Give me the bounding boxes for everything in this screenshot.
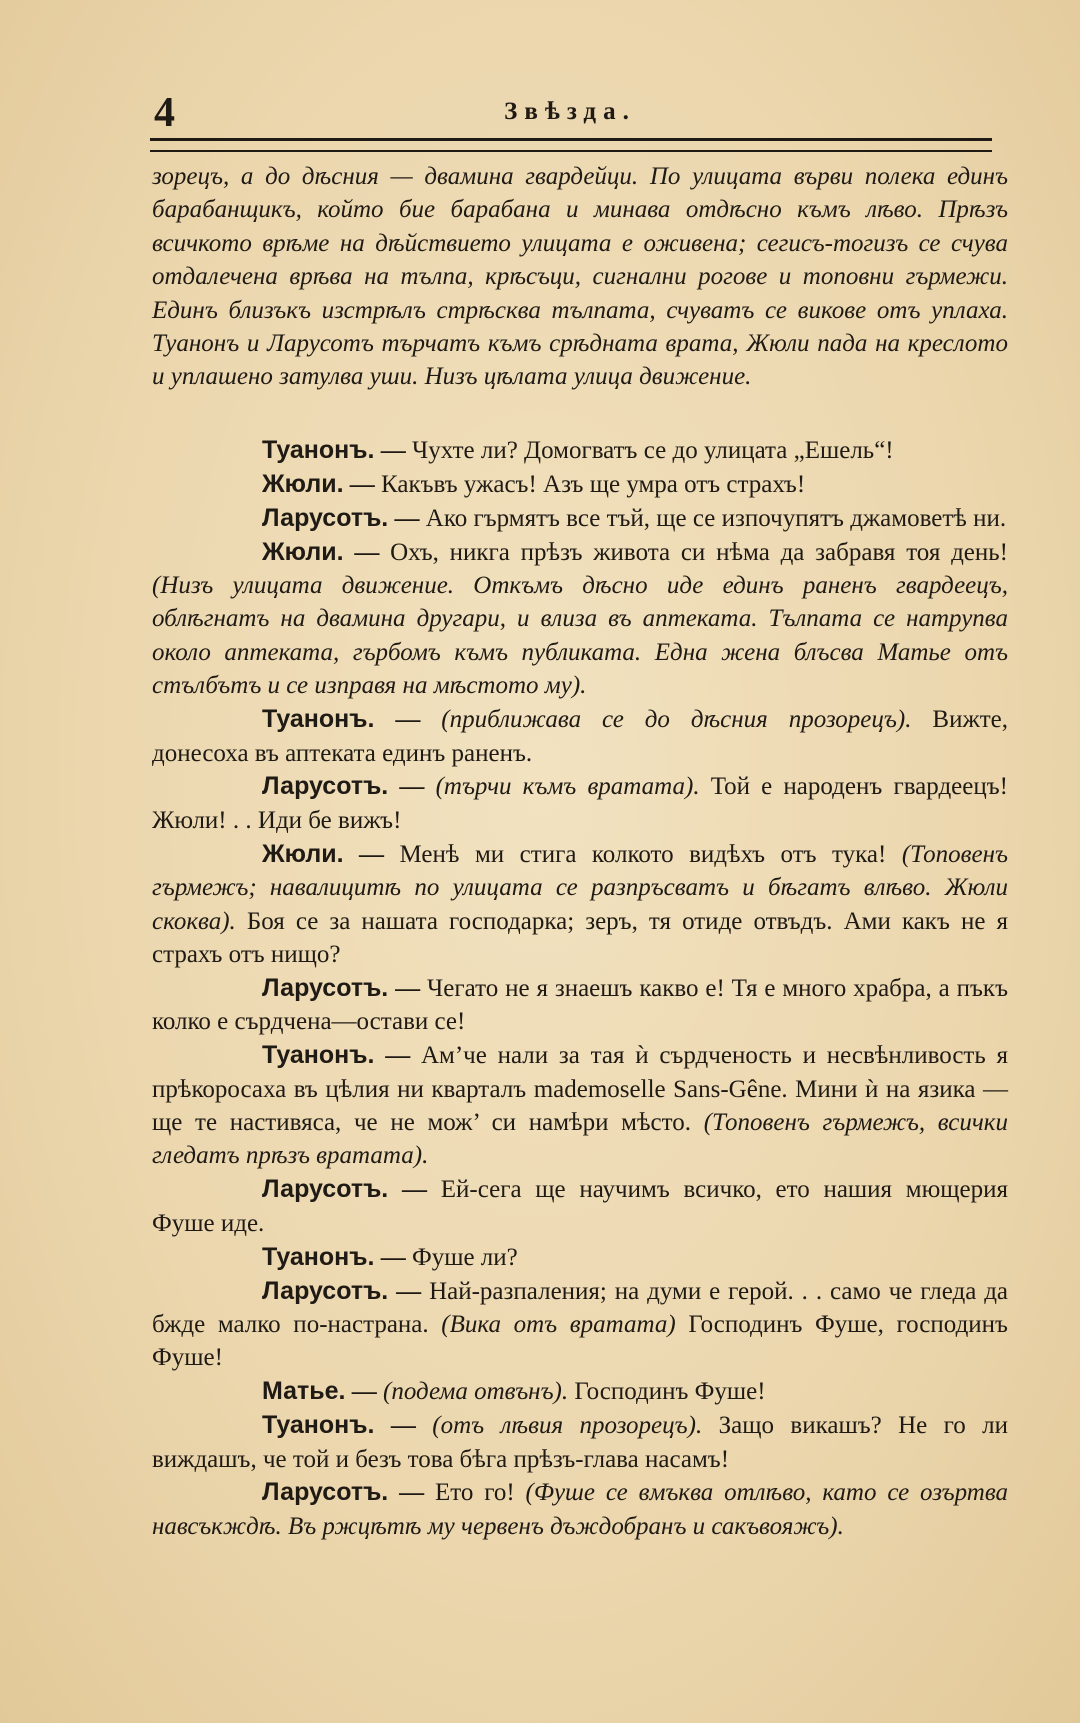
- speech-dash: —: [349, 470, 375, 498]
- dialogue-line: [152, 502, 1008, 535]
- speaker-name: Туанонъ.: [262, 1242, 375, 1271]
- speech-text: Охъ, никга прѣзъ живота си нѣма да забравя тоя день!: [390, 538, 1009, 566]
- speaker-name: Туанонъ.: [262, 1041, 375, 1070]
- speech-text: Чухте ли? Домогватъ се до улицата „Ешель“!: [411, 436, 894, 464]
- speaker-name: Туанонъ.: [262, 1411, 375, 1440]
- speaker-name: Жюли.: [262, 839, 344, 868]
- stage-direction-inline: (отъ лѣвия прозорецъ).: [432, 1412, 703, 1440]
- dialogue-line: [152, 536, 1008, 703]
- speech-dash: —: [394, 504, 420, 532]
- speech-dash: —: [380, 1243, 406, 1271]
- dialogue-line: [152, 1476, 1008, 1543]
- speech-dash: —: [399, 773, 425, 801]
- speech-text: Най-разпаления; на думи е герой. . . само че гледа да бжде малко по-настрана.: [152, 1277, 1009, 1338]
- dialogue-line: [152, 1409, 1008, 1476]
- speech-text: Чегато не я знаешъ какво е! Тя е много храбра, а пъкъ колко е сърдчена—остави се!: [152, 974, 1008, 1036]
- speech-dash: —: [399, 1479, 425, 1507]
- page-header: [150, 88, 990, 144]
- stage-direction-inline: (Топовенъ гърмежъ; навалицитѣ по улицата се разпръсватъ и бѣгатъ влѣво. Жюли скоква).: [152, 840, 1009, 935]
- speech-text: Менѣ ми стига колкото видѣхъ отъ тука!: [399, 840, 887, 868]
- stage-direction-inline: (подема отвънъ).: [383, 1378, 569, 1406]
- dialogue-line: [152, 1275, 1008, 1375]
- speech-text: Ако гърмятъ все тъй, ще се изпочупятъ джамоветѣ ни.: [425, 504, 1007, 532]
- speaker-name: Ларусотъ.: [262, 1478, 389, 1507]
- dialogue-line: [152, 1241, 1008, 1274]
- dialogue-line: [152, 468, 1008, 501]
- stage-direction-inline: (Фуше се вмъква отлѣво, като се озъртва навсъкждѣ. Въ ржцѣтѣ му червенъ дъждобранъ и сакъвояжъ).: [152, 1479, 1009, 1540]
- speaker-name: Ларусотъ.: [262, 973, 389, 1002]
- stage-direction-inline: (Вика отъ вратата): [441, 1310, 676, 1338]
- stage-direction-inline: (Топовенъ гърмежъ, всички гледатъ прѣзъ вратата).: [152, 1108, 1008, 1170]
- speaker-name: Туанонъ.: [262, 705, 375, 734]
- speech-dash: —: [395, 974, 421, 1002]
- stage-direction-inline: (търчи къмъ вратата).: [435, 773, 700, 801]
- speech-text: Ам’че нали за тая ѝ сърдченость и несвѣнливость я прѣкоросаха въ цѣлия ни кварталъ mademoselle Sans-Gêne. Мини ѝ на язика — ще те настивяса, че не мож’ си намѣри мѣсто.: [152, 1042, 1009, 1136]
- speech-dash: —: [390, 1412, 416, 1440]
- speech-dash: —: [402, 1176, 427, 1204]
- speech-text: Вижте, донесоха въ аптеката единъ раненъ.: [152, 706, 1008, 767]
- opening-stage-direction: зорецъ, а до дѣсния — двамина гвардейци. По улицата върви полека единъ барабанщикъ, който бие барабана и минава отдѣсно къмъ лѣво. Прѣзъ всичкото врѣме на дѣйствието улицата е оживена; сегисъ-тогизъ се счува отдалечена врѣва на тълпа, крѣсъци, сигнални рогове и топовни гърмежи. Единъ близъкъ изстрѣлъ стрѣсква тълпата, счуватъ се викове отъ уплаха. Туанонъ и Ларусотъ търчатъ къмъ срѣдната врата, Жюли пада на креслото и уплашено затулва уши. Низъ цѣлата улица движение.: [152, 163, 1008, 391]
- stage-direction-inline: (приближава се до дѣсния прозорецъ).: [441, 706, 912, 734]
- dialogue-line: [152, 703, 1008, 770]
- dialogue: [152, 434, 1008, 1543]
- speech-dash: —: [380, 436, 406, 464]
- speaker-name: Ларусотъ.: [262, 1175, 389, 1204]
- speaker-name: Жюли.: [262, 537, 344, 566]
- speech-text: Какъвъ ужасъ! Азъ ще умра отъ страхъ!: [381, 470, 806, 498]
- header-rule: [150, 138, 992, 152]
- speech-text: Господинъ Фуше, господинъ Фуше!: [152, 1310, 1008, 1372]
- dialogue-line: [152, 434, 1008, 467]
- page-number: 4: [154, 90, 175, 136]
- speaker-name: Туанонъ.: [262, 435, 375, 464]
- dialogue-line: [152, 1173, 1008, 1240]
- journal-title: Звѣзда.: [504, 98, 636, 125]
- speech-text: Ето го!: [434, 1479, 515, 1507]
- speaker-name: Жюли.: [262, 469, 344, 498]
- speech-text: Господинъ Фуше!: [574, 1378, 766, 1406]
- speech-dash: —: [354, 538, 380, 566]
- speech-dash: —: [351, 1378, 377, 1406]
- speech-dash: —: [359, 840, 385, 868]
- dialogue-line: [152, 972, 1008, 1039]
- speaker-name: Ларусотъ.: [262, 503, 389, 532]
- speech-dash: —: [396, 1277, 422, 1305]
- speech-text: Боя се за нашата господарка; зеръ, тя отиде отвъдъ. Ами какъ не я страхъ отъ нищо?: [152, 907, 1008, 968]
- speech-text: Фуше ли?: [411, 1243, 518, 1271]
- speech-text: Той е народенъ гвардеецъ! Жюли! . . Иди бе вижъ!: [152, 773, 1008, 834]
- speech-dash: —: [385, 1042, 411, 1070]
- dialogue-line: [152, 770, 1008, 837]
- speaker-name: Ларусотъ.: [262, 1276, 389, 1305]
- page-body: [152, 160, 1008, 1544]
- speech-text: Защо викашъ? Не го ли виждашъ, че той и безъ това бѣга прѣзъ-глава насамъ!: [152, 1412, 1009, 1473]
- speaker-name: Матье.: [262, 1377, 346, 1406]
- dialogue-line: [152, 838, 1008, 972]
- stage-direction-inline: (Низъ улицата движение. Откъмъ дѣсно иде единъ раненъ гвардеецъ, облѣгнатъ на двамина другари, и влиза въ аптеката. Тълпата се натрупва около аптеката, гърбомъ къмъ публиката. Една жена блъсва Матье отъ стълбътъ и се изправя на мѣстото му).: [152, 571, 1008, 700]
- dialogue-line: [152, 1375, 1008, 1408]
- dialogue-line: [152, 1039, 1008, 1173]
- section-gap: [152, 394, 1008, 434]
- speech-dash: —: [395, 706, 421, 734]
- speaker-name: Ларусотъ.: [262, 772, 389, 801]
- speech-text: Ей-сега ще научимъ всичко, ето нашия мющерия Фуше иде.: [152, 1176, 1009, 1237]
